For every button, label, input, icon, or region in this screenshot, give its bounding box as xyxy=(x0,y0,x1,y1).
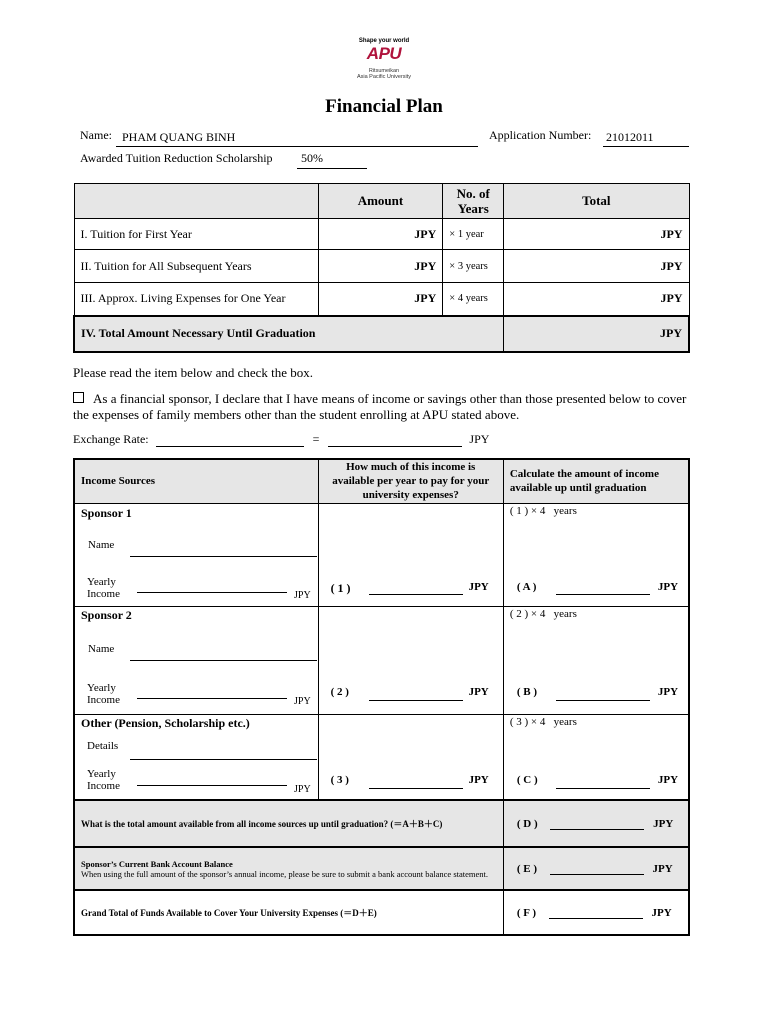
exchange-rate-row xyxy=(73,432,489,447)
scholarship-label: Awarded Tuition Reduction Scholarship xyxy=(80,151,273,165)
income-table xyxy=(73,458,690,936)
read-instruction: Please read the item below and check the box. xyxy=(73,365,314,380)
grand-total-label: Grand Total of Funds Available to Cover Your University Expenses (＝D＋E) xyxy=(74,890,503,935)
income-currency: JPY xyxy=(294,783,311,795)
calc-field[interactable] xyxy=(556,690,650,701)
total-d-row xyxy=(74,800,689,847)
years-value: × 4 years xyxy=(443,283,504,316)
sponsor-title: Sponsor 1 xyxy=(81,505,132,520)
bank-field[interactable] xyxy=(550,874,644,875)
bank-note: When using the full amount of the sponsor’s annual income, please be sure to submit a bank account balance statement. xyxy=(81,868,489,879)
yearly-income-field[interactable] xyxy=(137,592,287,593)
col-per-year: How much of this income is available per year to pay for your university expenses? xyxy=(318,459,503,503)
page-title: Financial Plan xyxy=(325,96,443,117)
total-necessary-field[interactable]: JPY xyxy=(504,316,689,352)
sponsor-title: Sponsor 2 xyxy=(81,607,132,622)
bank-currency: JPY xyxy=(652,862,673,875)
declaration xyxy=(73,391,701,423)
yearly-income-label: Yearly Income xyxy=(87,767,120,792)
col-total: Total xyxy=(504,184,689,219)
per-year-currency: JPY xyxy=(468,685,489,698)
calc-letter: ( C ) xyxy=(516,773,538,786)
bank-letter: ( E ) xyxy=(516,862,538,875)
bank-cell xyxy=(74,847,503,890)
total-d-field[interactable] xyxy=(550,829,644,830)
scholarship-field[interactable]: 50% xyxy=(297,151,367,169)
per-year-currency: JPY xyxy=(468,773,489,786)
details-label: Details xyxy=(87,739,119,752)
total-d-question: What is the total amount available from all income sources up until graduation? (＝A＋B＋C) xyxy=(74,800,503,847)
calc-field[interactable] xyxy=(556,778,650,789)
name-label: Name xyxy=(88,538,115,551)
calc-letter: ( A ) xyxy=(516,580,537,593)
equals-sign: = xyxy=(312,432,320,446)
sponsor-name-field[interactable] xyxy=(130,556,317,557)
application-number-field[interactable]: 21012011 xyxy=(603,130,689,147)
yearly-income-field[interactable] xyxy=(137,698,287,699)
calc-formula: ( 2 ) × 4 years xyxy=(509,607,577,620)
col-calculate: Calculate the amount of income available up until graduation xyxy=(503,459,689,503)
amount-field[interactable]: JPY xyxy=(318,250,443,283)
total-necessary-label: IV. Total Amount Necessary Until Graduation xyxy=(74,316,504,352)
per-year-field[interactable] xyxy=(369,690,463,701)
cost-row-label: I. Tuition for First Year xyxy=(74,219,318,250)
amount-field[interactable]: JPY xyxy=(318,283,443,316)
bank-title: Sponsor’s Current Bank Account Balance xyxy=(81,858,233,869)
exchange-currency: JPY xyxy=(469,432,490,446)
per-year-currency: JPY xyxy=(468,580,489,593)
years-value: × 3 years xyxy=(443,250,504,283)
details-field[interactable] xyxy=(130,759,317,760)
sponsor-row xyxy=(74,503,689,606)
logo-sub-2: Asia Pacific University xyxy=(356,74,412,80)
total-field[interactable]: JPY xyxy=(504,250,689,283)
apu-logo: APU xyxy=(366,44,402,63)
total-d-currency: JPY xyxy=(653,817,674,830)
exchange-rate-field-1[interactable] xyxy=(156,446,304,447)
bank-row xyxy=(74,847,689,890)
amount-index: ( 2 ) xyxy=(330,685,349,698)
grand-total-row xyxy=(74,890,689,935)
calc-letter: ( B ) xyxy=(516,685,538,698)
amount-index: ( 3 ) xyxy=(330,773,349,786)
grand-letter: ( F ) xyxy=(516,906,536,919)
total-d-letter: ( D ) xyxy=(516,817,538,830)
name-label: Name: xyxy=(80,128,112,142)
income-currency: JPY xyxy=(294,589,311,601)
exchange-rate-label: Exchange Rate: xyxy=(73,432,149,446)
col-amount: Amount xyxy=(318,184,443,219)
income-currency: JPY xyxy=(294,695,311,707)
col-years: No. of Years xyxy=(443,184,504,219)
application-number-label: Application Number: xyxy=(489,128,592,142)
calc-formula: ( 1 ) × 4 years xyxy=(509,504,577,517)
amount-field[interactable]: JPY xyxy=(318,219,443,250)
yearly-income-label: Yearly Income xyxy=(87,575,120,600)
declaration-text: As a financial sponsor, I declare that I have means of income or savings other than those presented below to cover the expenses of family members other than the student enrolling at APU stated above. xyxy=(73,391,687,422)
name-label: Name xyxy=(88,642,115,655)
sponsor-row xyxy=(74,714,689,800)
total-field[interactable]: JPY xyxy=(504,219,689,250)
calc-currency: JPY xyxy=(657,773,679,786)
exchange-rate-field-2[interactable] xyxy=(328,446,462,447)
calc-formula: ( 3 ) × 4 years xyxy=(509,715,577,728)
yearly-income-label: Yearly Income xyxy=(87,681,120,706)
logo-tagline: Shape your world xyxy=(358,38,410,44)
sponsor-title: Other (Pension, Scholarship etc.) xyxy=(81,715,250,730)
calc-currency: JPY xyxy=(657,685,679,698)
years-value: × 1 year xyxy=(443,219,504,250)
per-year-field[interactable] xyxy=(369,584,463,595)
grand-currency: JPY xyxy=(651,906,672,919)
sponsor-row xyxy=(74,606,689,714)
declaration-checkbox[interactable] xyxy=(73,392,84,403)
cost-row xyxy=(74,283,689,316)
logo-sub-1: Ritsumeikan xyxy=(368,68,400,74)
cost-row xyxy=(74,219,689,250)
col-income-sources: Income Sources xyxy=(74,459,318,503)
amount-index: ( 1 ) xyxy=(330,580,351,595)
yearly-income-field[interactable] xyxy=(137,785,287,786)
grand-total-field[interactable] xyxy=(549,918,643,919)
calc-field[interactable] xyxy=(556,584,650,595)
per-year-field[interactable] xyxy=(369,778,463,789)
sponsor-name-field[interactable] xyxy=(130,660,317,661)
cost-header-empty xyxy=(74,184,318,219)
name-field[interactable]: PHAM QUANG BINH xyxy=(116,130,478,147)
cost-row-label: II. Tuition for All Subsequent Years xyxy=(74,250,318,283)
total-field[interactable]: JPY xyxy=(504,283,689,316)
cost-row-label: III. Approx. Living Expenses for One Year xyxy=(74,283,318,316)
calc-currency: JPY xyxy=(657,580,679,593)
cost-table xyxy=(73,183,690,353)
cost-row xyxy=(74,250,689,283)
